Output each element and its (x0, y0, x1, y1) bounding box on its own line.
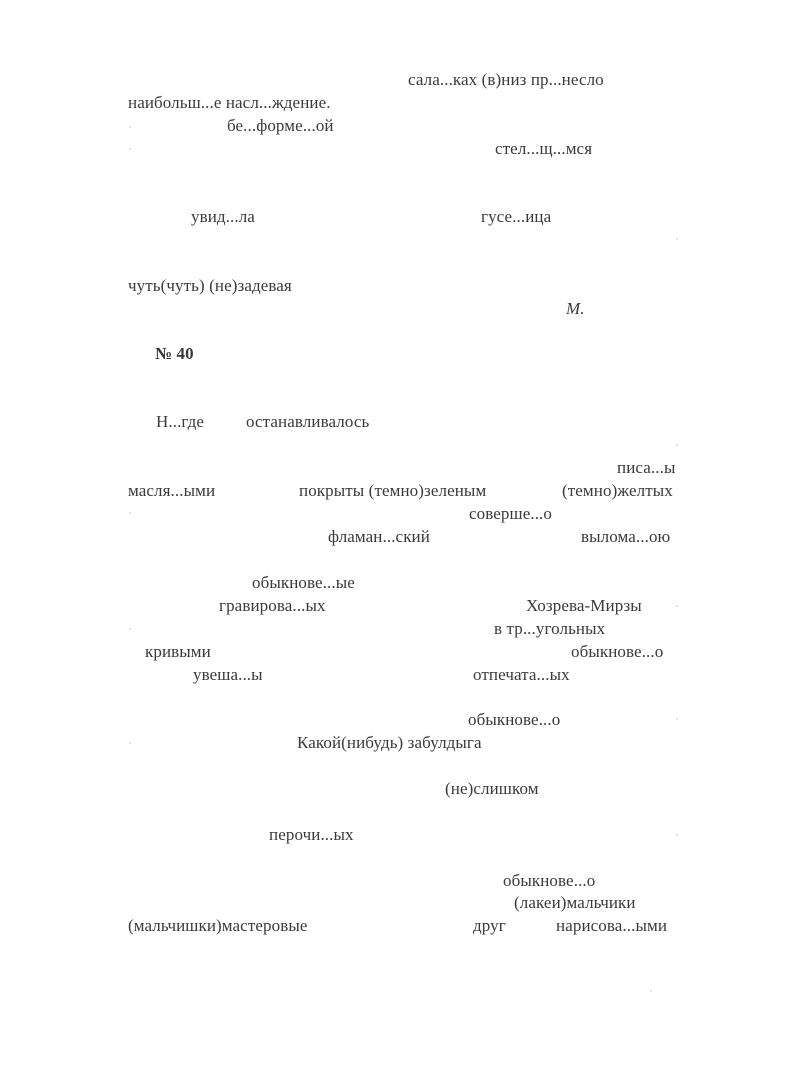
author-initial: М. (566, 299, 585, 318)
scan-speck (129, 742, 131, 744)
scan-speck (129, 628, 131, 630)
text-fragment: (лакеи)мальчики (514, 893, 636, 912)
text-fragment: стел...щ...мся (495, 139, 593, 158)
text-fragment: перочи...ых (269, 825, 354, 844)
text-fragment: друг (473, 916, 506, 935)
text-fragment: увеша...ы (193, 665, 263, 684)
text-fragment: Хозрева-Мирзы (526, 596, 642, 615)
text-fragment: гравирова...ых (219, 596, 326, 615)
scan-speck (676, 605, 678, 607)
scan-speck (676, 444, 678, 446)
text-fragment: гусе...ица (481, 207, 552, 226)
text-fragment: масля...ыми (128, 481, 216, 500)
text-fragment: отпечата...ых (473, 665, 570, 684)
text-fragment: (не)слишком (445, 779, 539, 798)
text-fragment: покрыты (темно)зеленым (299, 481, 487, 500)
scan-speck (129, 126, 131, 128)
text-fragment: наибольш...е насл...ждение. (128, 93, 331, 112)
text-fragment: (темно)желтых (562, 481, 673, 500)
text-fragment: бе...форме...ой (227, 116, 334, 135)
text-fragment: увид...ла (191, 207, 255, 226)
scan-speck (129, 148, 131, 150)
text-fragment: обыкнове...о (571, 642, 664, 661)
scan-speck (129, 512, 131, 514)
text-fragment: обыкнове...о (503, 871, 596, 890)
text-fragment: Какой(нибудь) забулдыга (297, 733, 482, 752)
text-fragment: кривыми (145, 642, 211, 661)
text-fragment: обыкнове...ые (252, 573, 355, 592)
text-fragment: Н...где (156, 412, 205, 431)
text-fragment: нарисова...ыми (556, 916, 668, 935)
scan-speck (676, 834, 678, 836)
text-fragment: соверше...о (469, 504, 553, 523)
text-fragment: чуть(чуть) (не)задевая (128, 276, 292, 295)
text-fragment: сала...ках (в)низ пр...несло (408, 70, 604, 89)
scan-speck (650, 990, 652, 992)
text-fragment: (мальчишки)мастеровые (128, 916, 308, 935)
exercise-number: № 40 (155, 344, 194, 363)
text-fragment: фламан...ский (328, 527, 430, 546)
scan-speck (676, 718, 678, 720)
scan-speck (676, 238, 678, 240)
text-fragment: в тр...угольных (494, 619, 606, 638)
text-fragment: обыкнове...о (468, 710, 561, 729)
text-fragment: писа...ы (617, 458, 676, 477)
text-fragment: останавливалось (246, 412, 370, 431)
text-fragment: вылома...ою (581, 527, 671, 546)
